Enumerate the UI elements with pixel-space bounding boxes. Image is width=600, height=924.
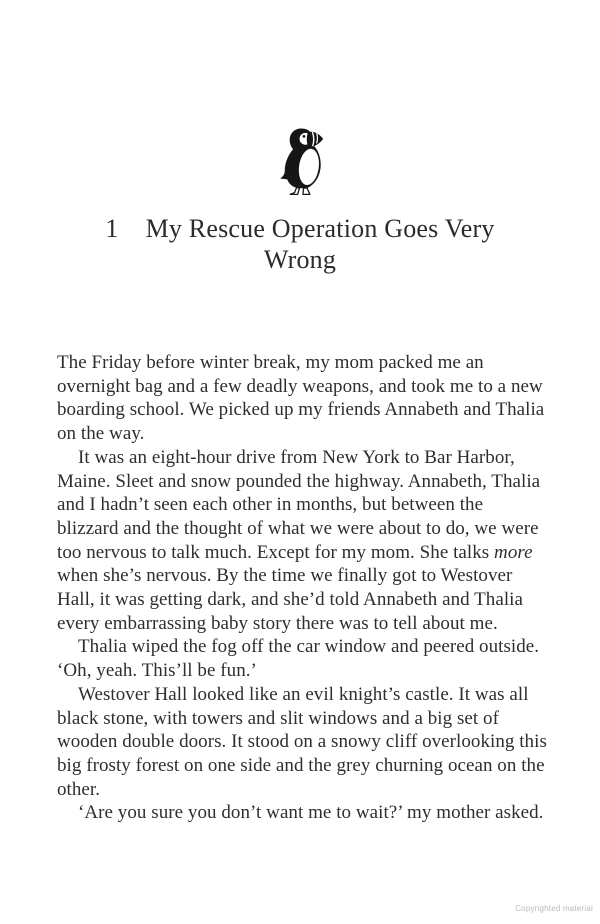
chapter-heading xyxy=(0,213,600,275)
paragraph: Thalia wiped the fog off the car window and peered outside. ‘Oh, yeah. This’ll be fun.’ xyxy=(57,636,540,682)
paragraph: Westover Hall looked like an evil knight’s castle. It was all black stone, with towers and slit windows and a big set of wooden double doors. It stood on a snowy cliff overlooking this big frosty forest on one side and the grey churning ocean on the other. xyxy=(57,683,547,800)
paragraph: The Friday before winter break, my mom packed me an overnight bag and a few deadly weapons, and took me to a new boarding school. We picked up my friends Annabeth and Thalia on the way. xyxy=(57,352,545,445)
chapter-heading-line1 xyxy=(0,213,600,244)
puffin-logo xyxy=(279,126,325,195)
paragraph: It was an eight-hour drive from New York to Bar Harbor, Maine. Sleet and snow pounded the highway. Annabeth, Thalia and I hadn’t seen each other in months, but between the blizzard and the thought of what we were about to do, we were too nervous to talk much. Except for my mom. She talks more when she’s nervous. By the time we finally got to Westover Hall, it was getting dark, and she’d told Annabeth and Thalia every embarrassing baby story there was to tell about me. xyxy=(57,446,541,634)
chapter-title-line2: Wrong xyxy=(263,245,337,274)
copyright-watermark: Copyrighted material xyxy=(515,904,593,913)
paragraph: ‘Are you sure you don’t want me to wait?’ my mother asked. xyxy=(78,802,544,824)
body-text xyxy=(57,351,548,825)
puffin-icon xyxy=(279,126,325,195)
chapter-number: 1 xyxy=(105,214,119,243)
chapter-title-line1: My Rescue Operation Goes Very xyxy=(145,214,495,243)
